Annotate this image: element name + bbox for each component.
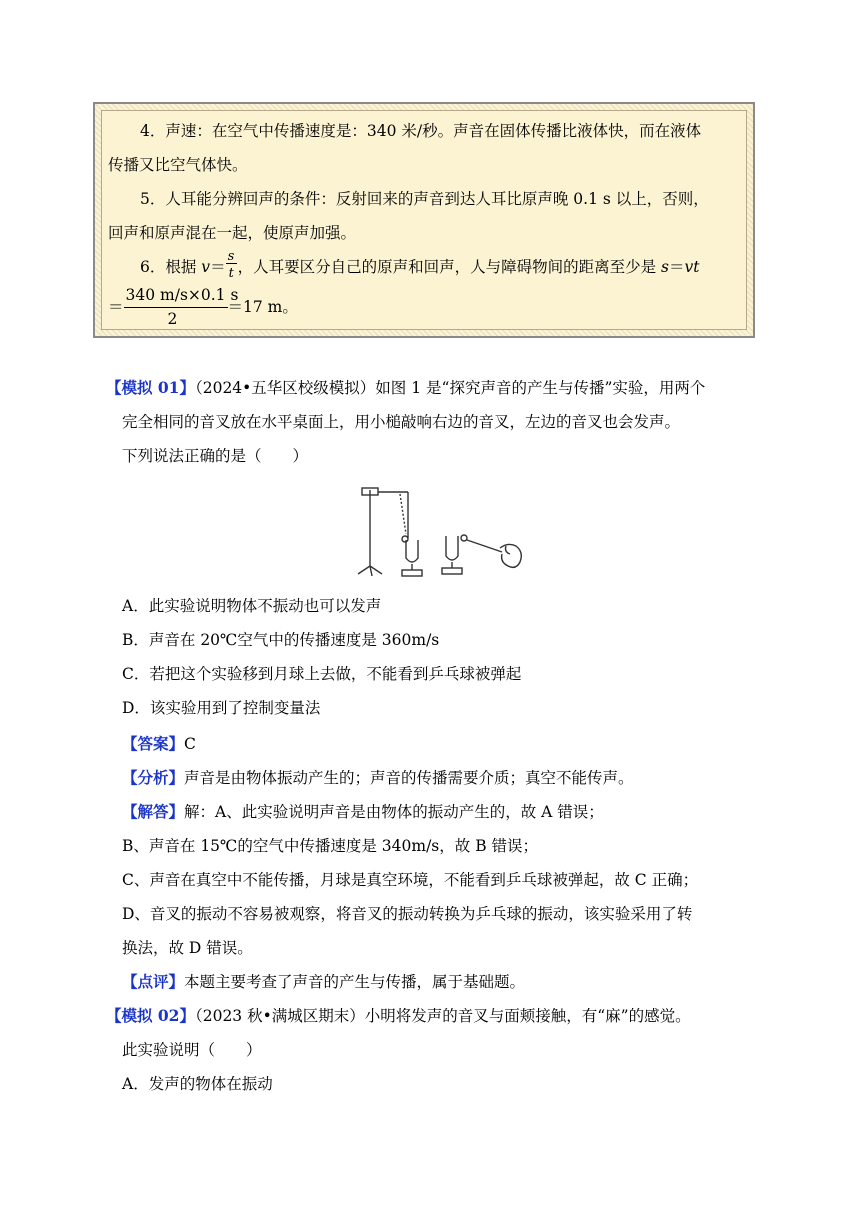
q2-line1: [106, 1006, 691, 1026]
q1-line3: 下列说法正确的是（ ）: [122, 447, 309, 465]
item6-denominator: 2: [167, 310, 178, 328]
q1-comment-tag: 【点评】: [122, 972, 185, 991]
q1-solution: [122, 802, 604, 822]
q1-solution-tag: 【解答】: [122, 802, 185, 821]
item6-numerator: 340 m/s×0.1 s: [125, 286, 239, 304]
q1-analysis-text: 声音是由物体振动产生的；声音的传播需要介质；真空不能传声。: [184, 769, 634, 787]
q1-option-a: A．此实验说明物体不振动也可以发声: [122, 597, 382, 615]
q1-stem-line1: （2024•五华区校级模拟）如图 1 是“探究声音的产生与传播”实验，用两个: [194, 379, 706, 397]
q1-solution-line1: 解：A、此实验说明声音是由物体的振动产生的，故 A 错误；: [184, 803, 604, 821]
q1-option-d: D．该实验用到了控制变量法: [122, 699, 321, 717]
item4-line2: 传播又比空气体快。: [108, 156, 248, 174]
item6-prefix: 6．根据: [140, 258, 202, 276]
q1-solution-line5: 换法，故 D 错误。: [122, 939, 253, 957]
q1-solution-line4: D、音叉的振动不容易被观察，将音叉的振动转换为乒乓球的振动，该实验采用了转: [122, 905, 693, 923]
q2-line2: 此实验说明（ ）: [122, 1041, 262, 1059]
knowledge-box: [93, 102, 755, 338]
q1-answer-value: C: [184, 735, 196, 753]
item6-eq: ＝: [210, 258, 226, 276]
item5-line2: 回声和原声混在一起，使原声加强。: [108, 224, 357, 242]
q1-solution-line3: C、声音在真空中不能传播，月球是真空环境，不能看到乒乓球被弹起，故 C 正确；: [122, 871, 699, 889]
q1-analysis: [122, 768, 634, 788]
q2-option-a: A．发声的物体在振动: [122, 1075, 273, 1093]
q1-comment-text: 本题主要考查了声音的产生与传播，属于基础题。: [184, 973, 526, 991]
item6-fraction-s-t: [226, 249, 238, 281]
item6-s2: s: [661, 258, 669, 276]
q1-analysis-tag: 【分析】: [122, 768, 185, 787]
q2-tag: 【模拟 02】: [106, 1006, 195, 1025]
item6-b-eq: ＝: [108, 298, 124, 316]
q1-line2: 完全相同的音叉放在水平桌面上，用小槌敲响右边的音叉，左边的音叉也会发声。: [122, 413, 681, 431]
tuning-fork-experiment-figure: [350, 482, 530, 578]
item5-line1: 5．人耳能分辨回声的条件：反射回来的声音到达人耳比原声晚 0.1 s 以上，否则，: [140, 190, 709, 208]
q1-comment: [122, 972, 525, 992]
knowledge-box-inner: [101, 110, 747, 330]
q1-solution-line2: B、声音在 15℃的空气中传播速度是 340m/s，故 B 错误；: [122, 837, 539, 855]
item6-mid: ，人耳要区分自己的原声和回声，人与障碍物间的距离至少是: [237, 258, 662, 276]
item6-result: ＝17 m。: [227, 298, 298, 316]
q1-answer: [122, 734, 196, 754]
q1-option-c: C．若把这个实验移到月球上去做，不能看到乒乓球被弹起: [122, 665, 522, 683]
item4-line1: 4．声速：在空气中传播速度是：340 米/秒。声音在固体传播比液体快，而在液体: [140, 122, 702, 140]
item6-fraction-bar: [124, 307, 228, 308]
q1-option-b: B．声音在 20℃空气中的传播速度是 360m/s: [122, 631, 440, 649]
q1-answer-tag: 【答案】: [122, 734, 185, 753]
item6-frac-s: s: [227, 249, 235, 264]
q1-line1: [106, 378, 705, 398]
item6-line1: [108, 249, 700, 281]
item6-frac-t: t: [228, 266, 234, 281]
item6-eq2: ＝: [668, 258, 685, 276]
item6-vt: vt: [684, 258, 700, 276]
q2-stem-line1: （2023 秋•满城区期末）小明将发声的音叉与面颊接触，有“麻”的感觉。: [194, 1007, 691, 1025]
q1-tag: 【模拟 01】: [106, 378, 195, 397]
item6-v: v: [201, 258, 211, 276]
